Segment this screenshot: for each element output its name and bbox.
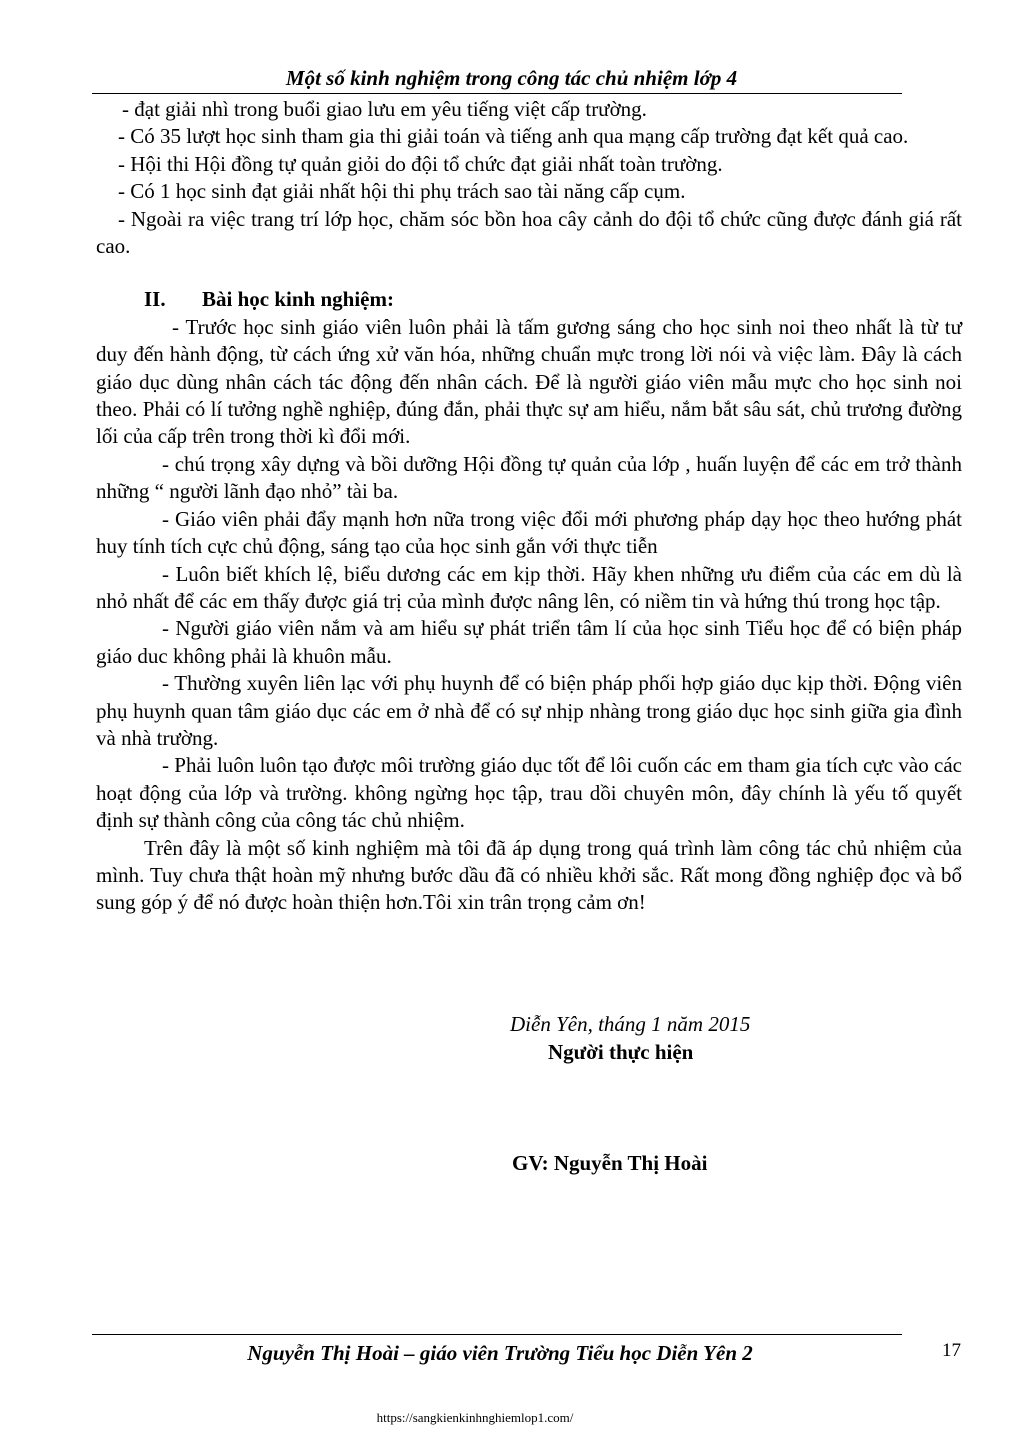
page-header-title: Một số kinh nghiệm trong công tác chủ nhiệm lớp 4 [285,66,738,90]
lesson-paragraph: - Phải luôn luôn tạo được môi trường giáo dục tốt để lôi cuốn các em tham gia tích cực vào các hoạt động của lớp và trường. không ngừng học tập, trau dồi chuyên môn, đây chính là yếu tố quyết định sự thành công của công tác chủ nhiệm. [96,753,962,833]
section-title: Bài học kinh nghiệm: [202,287,394,312]
signature-name: GV: Nguyễn Thị Hoài [512,1151,708,1175]
lesson-paragraph: - Luôn biết khích lệ, biểu dương các em kịp thời. Hãy khen những ưu điểm của các em dù là nhỏ nhất để các em thấy được giá trị của mình được nâng lên, có niềm tin và hứng thú trong học tập. [96,561,962,613]
closing-paragraph: Trên đây là một số kinh nghiệm mà tôi đã áp dụng trong quá trình làm công tác chủ nhiệm của mình. Tuy chưa thật hoàn mỹ nhưng bước dầu đã có nhiều khởi sắc. Rất mong đồng nghiệp đọc và bổ sung góp ý để nó được hoàn thiện hơn.Tôi xin trân trọng cảm ơn! [96,835,962,915]
lesson-paragraph: - Thường xuyên liên lạc với phụ huynh để có biện pháp phối hợp giáo dục kịp thời. Động viên phụ huynh quan tâm giáo dục các em ở nhà để có sự nhịp nhàng trong giáo dục học sinh giữa gia đình và nhà trường. [96,671,962,750]
footer-rule [92,1334,902,1335]
source-url[interactable]: https://sangkienkinhnghiemlop1.com/ [376,1410,574,1425]
document-body [96,96,962,917]
result-item: - Ngoài ra việc trang trí lớp học, chăm sóc bồn hoa cây cảnh do đội tổ chức cũng được đánh giá rất cao. [96,206,962,259]
header-rule [92,93,902,94]
page-number: 17 [942,1340,961,1361]
lesson-paragraph: - chú trọng xây dựng và bồi dưỡng Hội đồng tự quản của lớp , huấn luyện để các em trở thành những “ người lãnh đạo nhỏ” tài ba. [96,451,962,504]
lesson-paragraph: - Trước học sinh giáo viên luôn phải là tấm gương sáng cho học sinh noi theo nhất là từ tư duy đến hành động, từ cách ứng xử văn hóa, những chuẩn mực trong lời nói và việc làm. Đây là cách giáo dục dùng nhân cách tác động đến nhân cách. Để là người giáo viên mẫu mực cho học sinh noi theo. Phải có lí tưởng nghề nghiệp, đúng đắn, phải thực sự am hiểu, nắm bắt sâu sát, chủ trương đường lối của cấp trên trong thời kì đổi mới. [96,314,962,449]
lesson-paragraph: - Giáo viên phải đẩy mạnh hơn nữa trong việc đổi mới phương pháp dạy học theo hướng phát huy tính tích cực chủ động, sáng tạo của học sinh gắn với thực tiễn [96,506,962,559]
signature-role: Người thực hiện [548,1040,694,1064]
result-item: - đạt giải nhì trong buổi giao lưu em yêu tiếng việt cấp trường. [122,97,647,121]
signature-place-date: Diễn Yên, tháng 1 năm 2015 [510,1012,751,1036]
footer-author: Nguyễn Thị Hoài – giáo viên Trường Tiểu học Diễn Yên 2 [247,1341,753,1365]
section-number: II. [144,287,166,312]
lesson-paragraph: - Người giáo viên nắm và am hiểu sự phát triển tâm lí của học sinh Tiểu học để có biện pháp giáo duc không phải là khuôn mẫu. [96,616,962,668]
section-heading [96,286,962,313]
result-item: - Hội thi Hội đồng tự quản giỏi do đội tổ chức đạt giải nhất toàn trường. [118,151,723,176]
result-item: - Có 35 lượt học sinh tham gia thi giải toán và tiếng anh qua mạng cấp trường đạt kết quả cao. [118,124,909,149]
result-item: - Có 1 học sinh đạt giải nhất hội thi phụ trách sao tài năng cấp cụm. [118,179,686,204]
